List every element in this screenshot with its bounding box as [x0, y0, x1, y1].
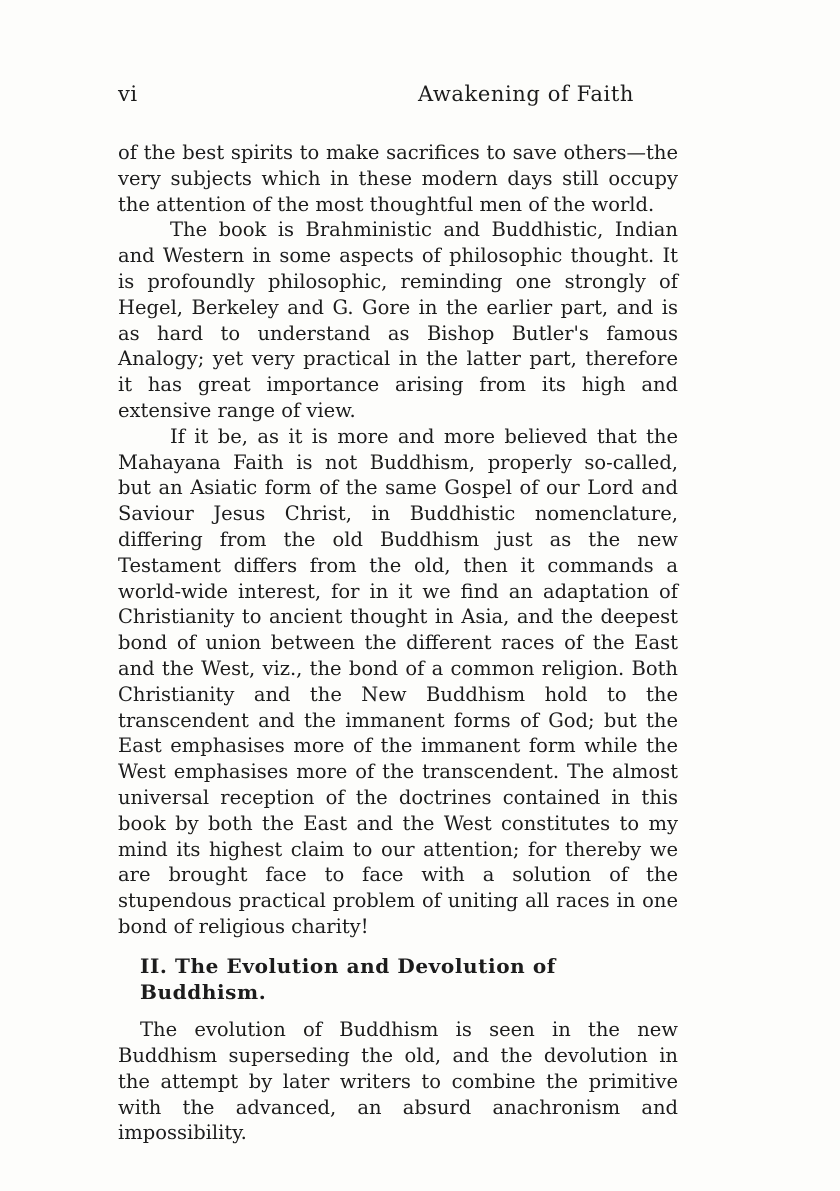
section-paragraph: The evolution of Buddhism is seen in the new Buddhism superseding the old, and the devolution in the attempt by later writers to combine the primitive with the advanced, an absurd anachronism and impossibility.: [118, 1018, 678, 1145]
paragraph-mahayana-faith: If it be, as it is more and more believed that the Mahayana Faith is not Buddhism, properly so-called, but an Asiatic form of the same Gospel of our Lord and Saviour Jesus Christ, in Buddhistic nomenclature, differing from the old Buddhism just as the new Testament differs from the old, then it commands a world-wide interest, for in it we find an adaptation of Christianity to ancient thought in Asia, and the deepest bond of union between the different races of the East and the West, viz., the bond of a common religion. Both Christianity and the New Buddhism hold to the transcendent and the immanent forms of God; but the East emphasises more of the immanent form while the West emphasises more of the transcendent. The almost universal reception of the doctrines contained in this book by both the East and the West constitutes to my mind its highest claim to our attention; for thereby we are brought face to face with a solution of the stupendous practical problem of uniting all races in one bond of religious charity!: [118, 424, 678, 938]
paragraph-continuation: of the best spirits to make sacrifices to save others—the very subjects which in these modern days still occupy the attention of the most thoughtful men of the world.: [118, 141, 678, 216]
page-number: vi: [118, 82, 138, 106]
paragraph-book-nature: The book is Brahministic and Buddhistic, Indian and Western in some aspects of philosophic thought. It is profoundly philosophic, reminding one strongly of Hegel, Berkeley and G. Gore in the earlier part, and is as hard to understand as Bishop Butler's famous Analogy; yet very practical in the latter part, therefore it has great importance arising from its high and extensive range of view.: [118, 218, 678, 422]
page-header: [118, 82, 678, 112]
section-heading: II. The Evolution and Devolution of Buddhism.: [140, 953, 557, 1004]
running-title: Awakening of Faith: [418, 82, 634, 106]
body-text: [118, 140, 678, 1146]
